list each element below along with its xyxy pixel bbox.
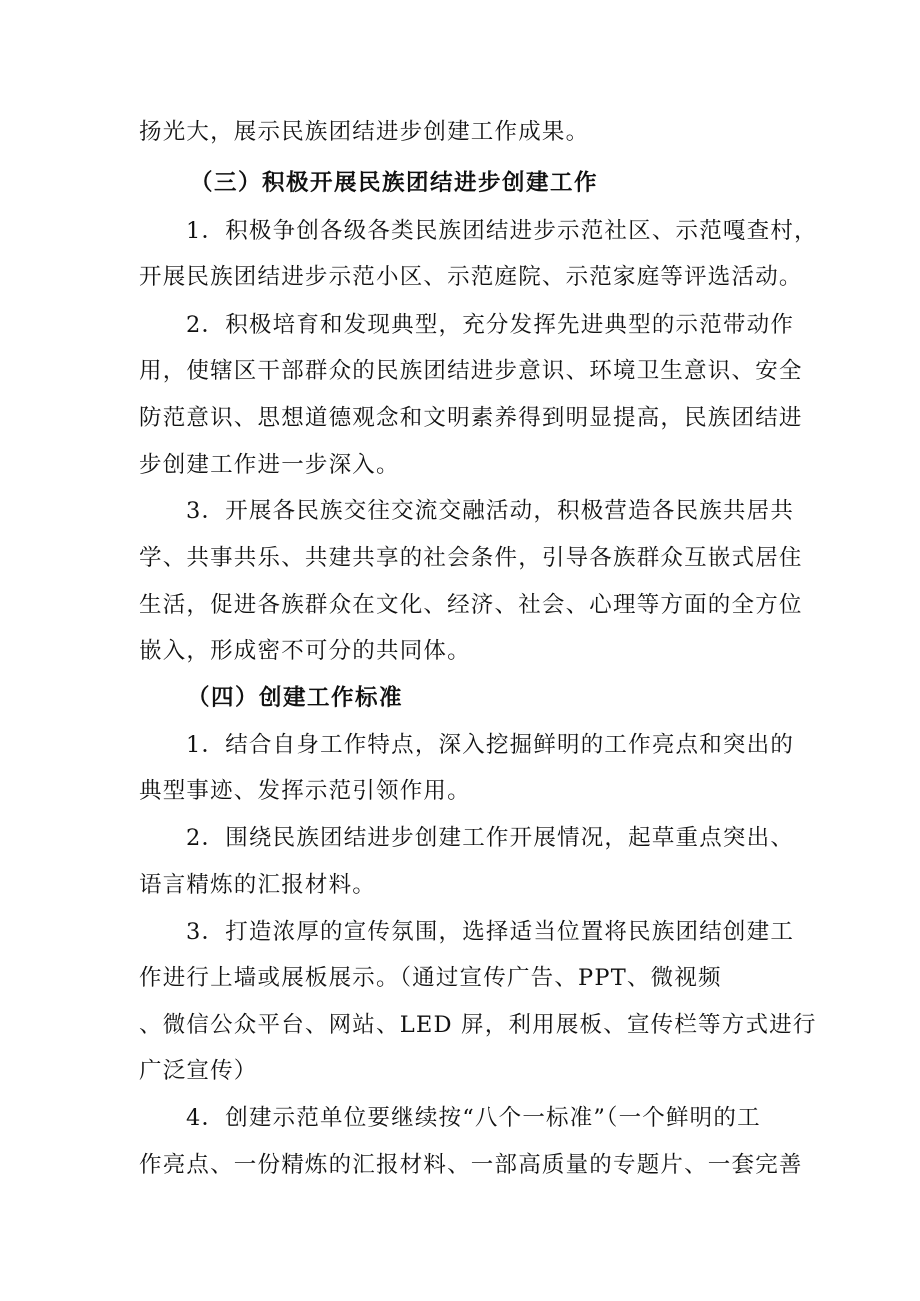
paragraph-line: 典型事迹、发挥示范引领作用。 <box>139 778 471 804</box>
paragraph-line: 3．打造浓厚的宣传氛围，选择适当位置将民族团结创建工 <box>186 919 795 945</box>
paragraph-line: 1．结合自身工作特点，深入挖掘鲜明的工作亮点和突出的 <box>186 732 795 758</box>
paragraph-line: 开展民族团结进步示范小区、示范庭院、示范家庭等评选活动。 <box>139 264 803 290</box>
paragraph-line: 广泛宣传） <box>139 1058 258 1084</box>
paragraph-line: 4．创建示范单位要继续按“八个一标准”（一个鲜明的工 <box>186 1105 761 1131</box>
paragraph-line: 2．围绕民族团结进步创建工作开展情况，起草重点突出、 <box>186 825 795 851</box>
paragraph-line: 语言精炼的汇报材料。 <box>139 872 377 898</box>
paragraph-line: 、微信公众平台、网站、LED 屏，利用展板、宣传栏等方式进行 <box>139 1012 817 1038</box>
paragraph-line: 学、共事共乐、共建共享的社会条件，引导各族群众互嵌式居住 <box>139 545 803 571</box>
paragraph-line: 生活，促进各族群众在文化、经济、社会、心理等方面的全方位 <box>139 592 803 618</box>
paragraph-line: 3．开展各民族交往交流交融活动，积极营造各民族共居共 <box>186 498 795 524</box>
paragraph-line: 作亮点、一份精炼的汇报材料、一部高质量的专题片、一套完善 <box>139 1152 803 1178</box>
paragraph-line: 扬光大，展示民族团结进步创建工作成果。 <box>139 119 590 145</box>
section-heading-4: （四）创建工作标准 <box>187 685 404 711</box>
paragraph-line: 1．积极争创各级各类民族团结进步示范社区、示范嘎查村， <box>186 218 818 244</box>
paragraph-line: 嵌入，形成密不可分的共同体。 <box>139 638 471 664</box>
paragraph-line: 作进行上墙或展板展示。（通过宣传广告、PPT、微视频 <box>139 965 722 991</box>
paragraph-line: 防范意识、思想道德观念和文明素养得到明显提高，民族团结进 <box>139 405 803 431</box>
paragraph-line: 2．积极培育和发现典型，充分发挥先进典型的示范带动作 <box>186 312 795 338</box>
paragraph-line: 步创建工作进一步深入。 <box>139 452 400 478</box>
section-heading-3: （三）积极开展民族团结进步创建工作 <box>190 170 599 196</box>
paragraph-line: 用，使辖区干部群众的民族团结进步意识、环境卫生意识、安全 <box>139 358 803 384</box>
